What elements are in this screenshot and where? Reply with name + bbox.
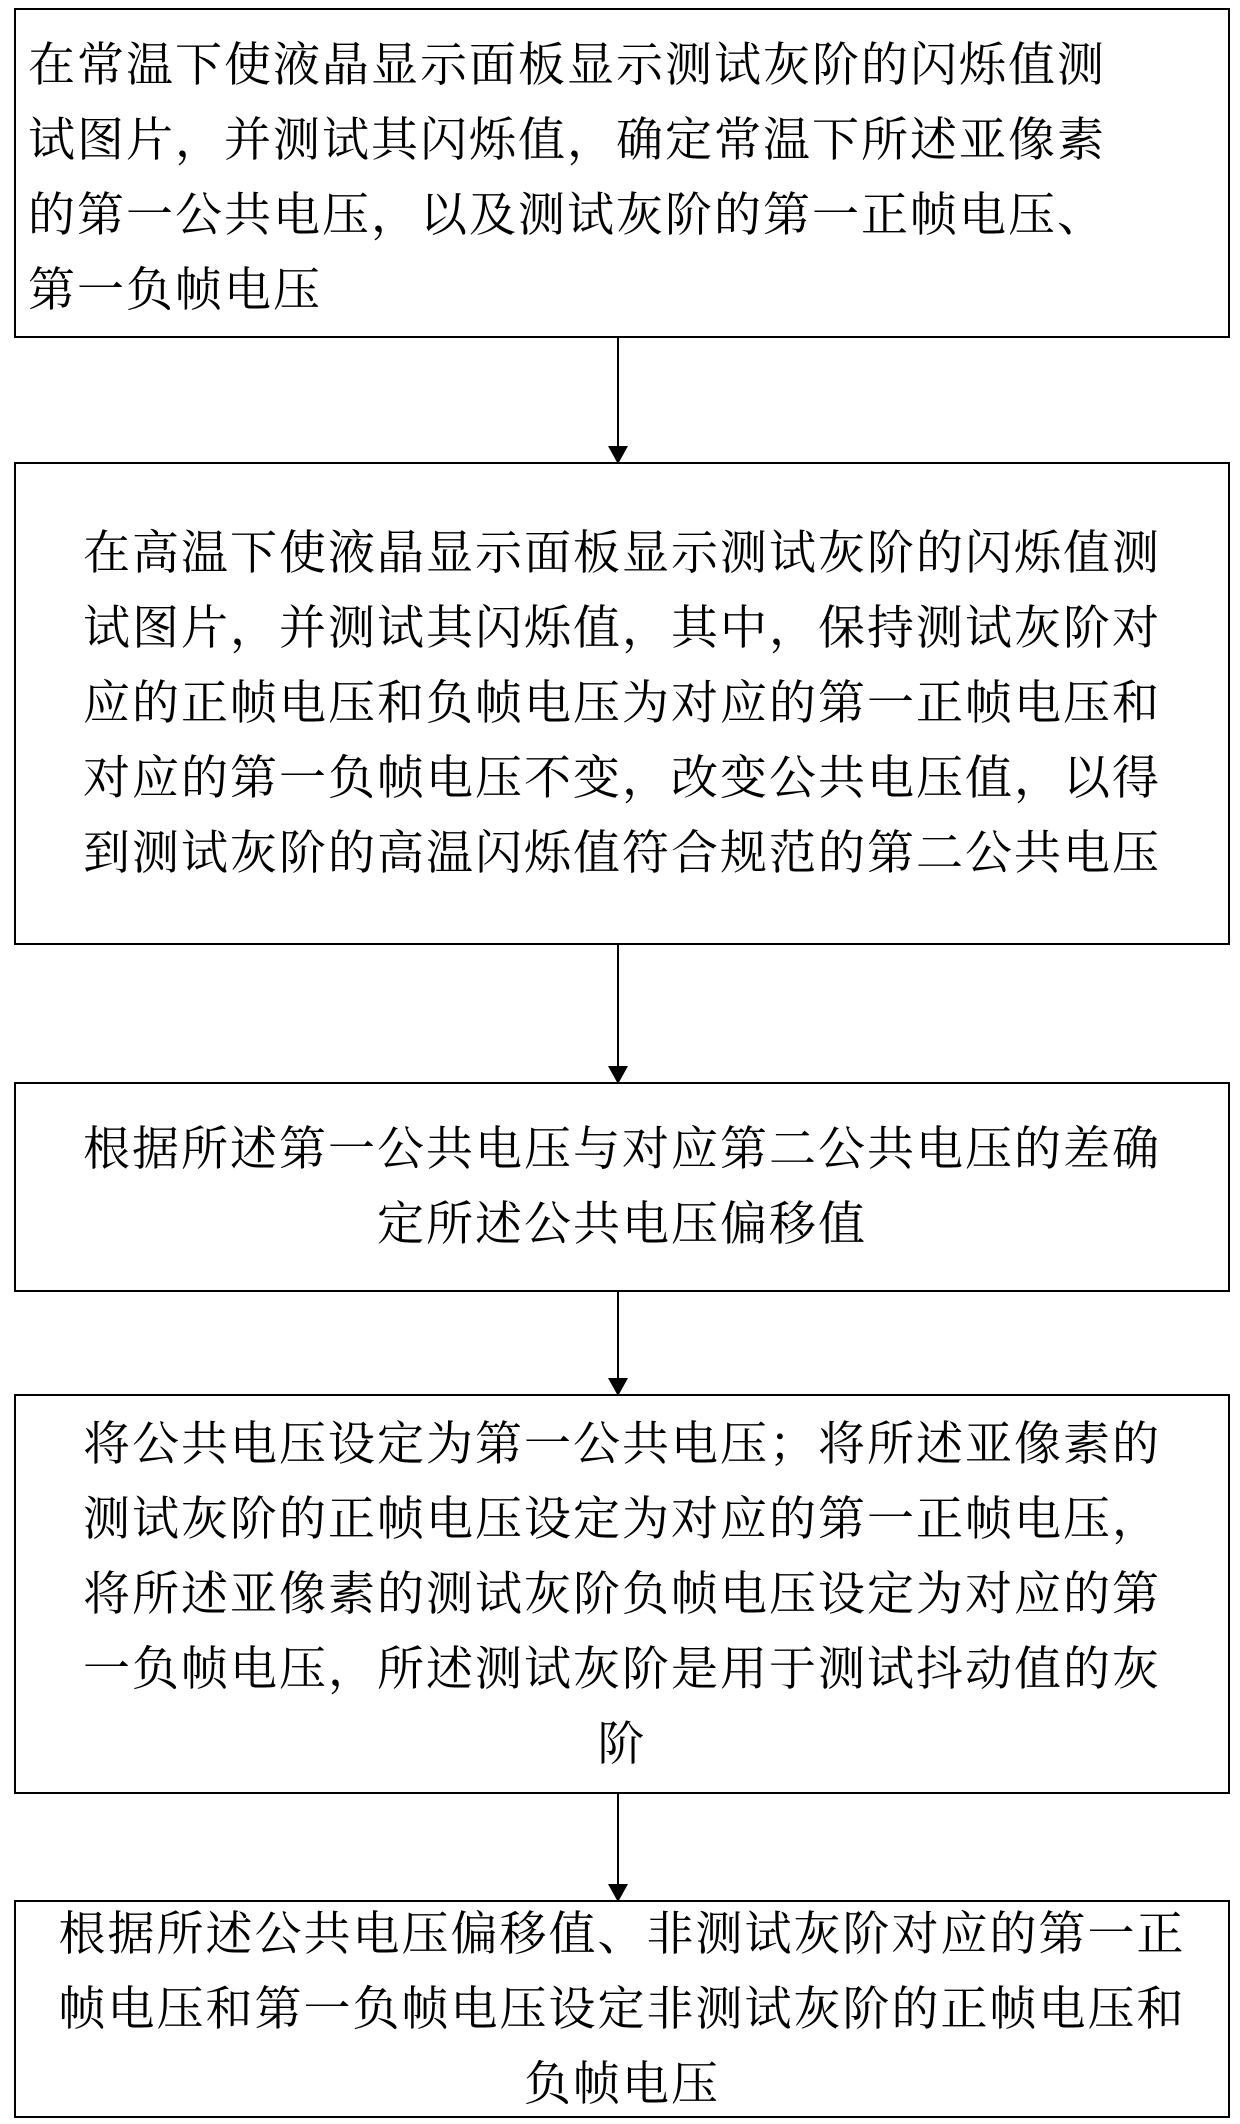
step-5-line-2: 帧电压和第一负帧电压设定非测试灰阶的正帧电压和	[59, 1972, 1186, 2047]
arrow-down-icon	[617, 945, 619, 1082]
step-2-line-4: 对应的第一负帧电压不变，改变公共电压值，以得	[83, 741, 1161, 816]
arrow-down-icon	[617, 338, 619, 462]
step-3-line-2: 定所述公共电压偏移值	[377, 1187, 867, 1262]
arrow-down-icon	[617, 1794, 619, 1900]
step-3-box	[14, 1082, 1230, 1292]
step-1-line-3: 的第一公共电压，以及测试灰阶的第一正帧电压、	[28, 178, 1106, 253]
step-5-line-1: 根据所述公共电压偏移值、非测试灰阶对应的第一正	[59, 1897, 1186, 1972]
step-2-line-2: 试图片，并测试其闪烁值，其中，保持测试灰阶对	[83, 591, 1161, 666]
step-2-box	[14, 462, 1230, 945]
step-2-line-3: 应的正帧电压和负帧电压为对应的第一正帧电压和	[83, 666, 1161, 741]
step-4-line-1: 将公共电压设定为第一公共电压；将所述亚像素的	[83, 1407, 1161, 1482]
step-3-line-1: 根据所述第一公共电压与对应第二公共电压的差确	[83, 1112, 1161, 1187]
step-1-line-4: 第一负帧电压	[28, 253, 322, 328]
step-5-line-3: 负帧电压	[524, 2047, 720, 2122]
step-5-box	[14, 1900, 1230, 2118]
step-2-line-1: 在高温下使液晶显示面板显示测试灰阶的闪烁值测	[83, 516, 1161, 591]
step-2-line-5: 到测试灰阶的高温闪烁值符合规范的第二公共电压	[83, 816, 1161, 891]
step-1-box	[14, 8, 1230, 338]
step-1-line-2: 试图片，并测试其闪烁值，确定常温下所述亚像素	[28, 103, 1106, 178]
step-4-line-2: 测试灰阶的正帧电压设定为对应的第一正帧电压，	[83, 1482, 1161, 1557]
step-4-line-5: 阶	[598, 1707, 647, 1782]
arrow-down-icon	[617, 1292, 619, 1394]
step-4-line-4: 一负帧电压，所述测试灰阶是用于测试抖动值的灰	[83, 1632, 1161, 1707]
step-1-line-1: 在常温下使液晶显示面板显示测试灰阶的闪烁值测	[28, 28, 1106, 103]
step-4-box	[14, 1394, 1230, 1794]
step-4-line-3: 将所述亚像素的测试灰阶负帧电压设定为对应的第	[83, 1557, 1161, 1632]
